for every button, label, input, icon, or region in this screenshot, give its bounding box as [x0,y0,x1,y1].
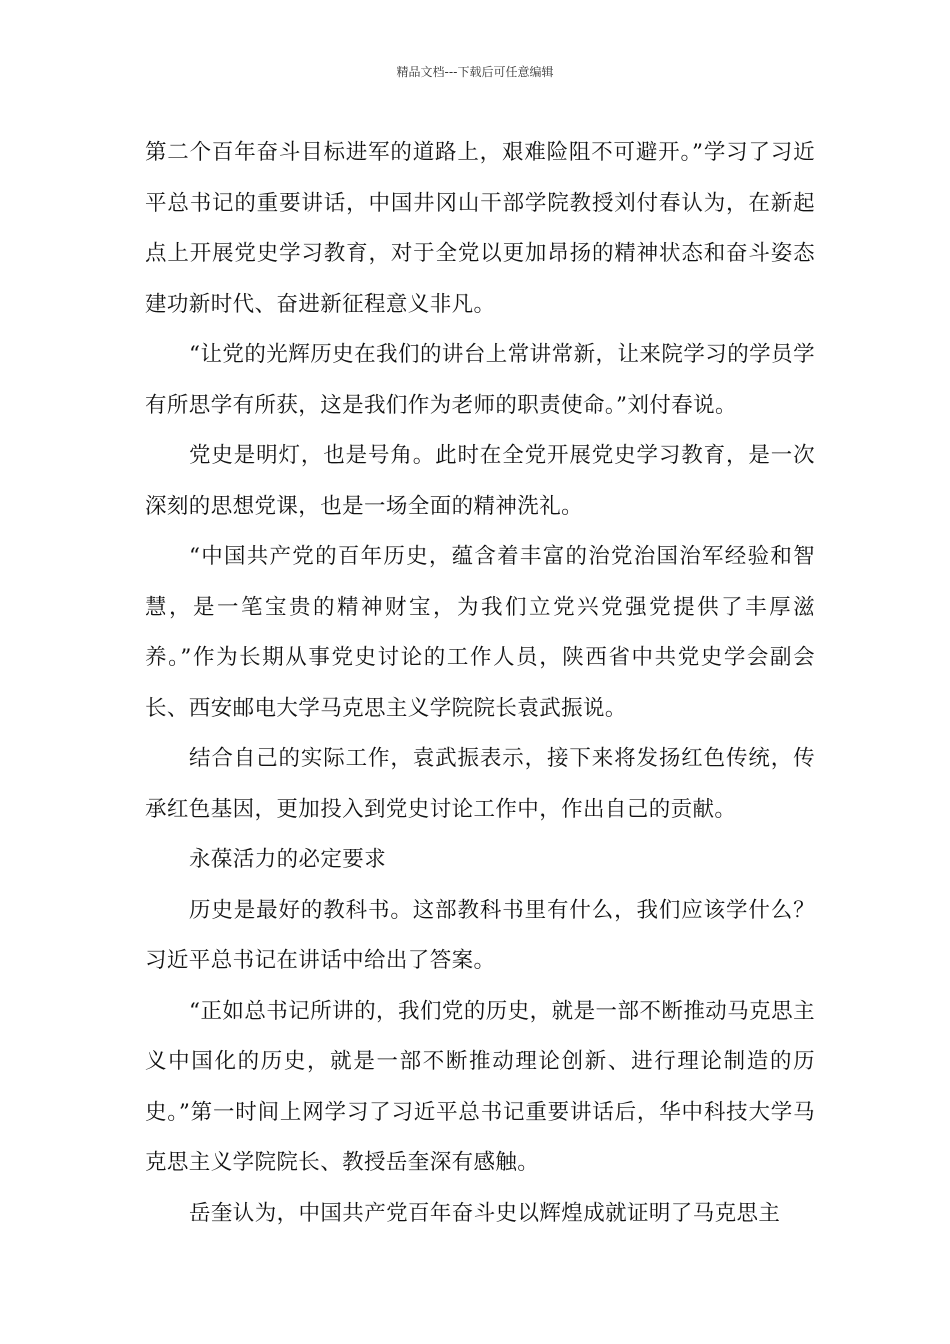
paragraph: 第二个百年奋斗目标进军的道路上，艰难险阻不可避开。”学习了习近平总书记的重要讲话，中国井冈山干部学院教授刘付春认为，在新起点上开展党史学习教育，对于全党以更加昂扬的精神状态和奋斗姿态建功新时代、奋进新征程意义非凡。 [145,140,815,317]
paragraph: 党史是明灯，也是号角。此时在全党开展党史学习教育，是一次深刻的思想党课，也是一场全面的精神洗礼。 [145,443,815,519]
paragraph: 结合自己的实际工作，袁武振表示，接下来将发扬红色传统，传承红色基因，更加投入到党史讨论工作中，作出自己的贡献。 [145,746,815,822]
paragraph: “中国共产党的百年历史，蕴含着丰富的治党治国治军经验和智慧，是一笔宝贵的精神财宝，为我们立党兴党强党提供了丰厚滋养。”作为长期从事党史讨论的工作人员，陕西省中共党史学会副会长、西安邮电大学马克思主义学院院长袁武振说。 [145,544,815,721]
paragraph: 历史是最好的教科书。这部教科书里有什么，我们应该学什么？习近平总书记在讲话中给出了答案。 [145,897,815,973]
page-header: 精品文档---下载后可任意编辑 [396,65,554,79]
paragraph: “正如总书记所讲的，我们党的历史，就是一部不断推动马克思主义中国化的历史，就是一部不断推动理论创新、进行理论制造的历史。”第一时间上网学习了习近平总书记重要讲话后，华中科技大学马克思主义学院院长、教授岳奎深有感触。 [145,998,815,1175]
document-body [145,128,815,1239]
section-heading: 永葆活力的必定要求 [189,847,387,872]
paragraph: “让党的光辉历史在我们的讲台上常讲常新，让来院学习的学员学有所思学有所获，这是我们作为老师的职责使命。”刘付春说。 [145,342,815,418]
paragraph: 岳奎认为，中国共产党百年奋斗史以辉煌成就证明了马克思主 [189,1200,781,1226]
